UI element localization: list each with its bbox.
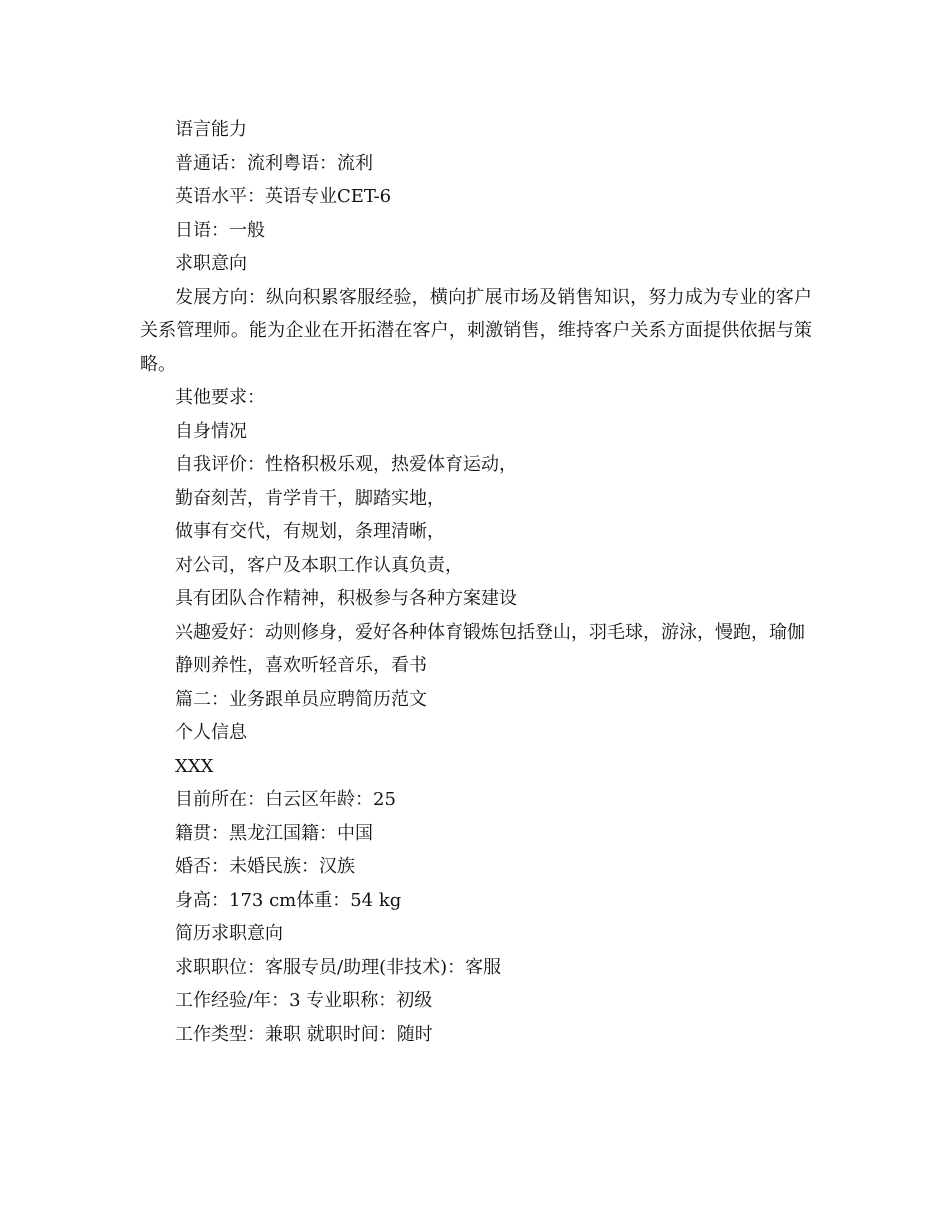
text-organized: 做事有交代，有规划，条理清晰， (175, 521, 445, 542)
paragraph-development-direction: 发展方向：纵向积累客服经验，横向扩展市场及销售知识，努力成为专业的客户 关系管理师。能为企业在开拓潜在客户，刺激销售，维持客户关系方面提供依据与策 略。 (140, 286, 812, 375)
heading-resume-job-intention: 简历求职意向 (175, 923, 283, 944)
text-work-type-start: 工作类型：兼职 就职时间：随时 (175, 1023, 433, 1045)
text-quiet-hobbies: 静则养性，喜欢听轻音乐，看书 (175, 655, 427, 676)
text-height-weight: 身高：173 cm体重：54 kg (175, 889, 402, 911)
text-location-age: 目前所在：白云区年龄：25 (175, 789, 396, 810)
text-mandarin-cantonese: 普通话：流利粤语：流利 (175, 152, 373, 174)
heading-language-ability: 语言能力 (175, 119, 247, 140)
heading-personal-info: 个人信息 (175, 722, 247, 743)
text-diligent: 勤奋刻苦，肯学肯干，脚踏实地， (175, 487, 445, 509)
text-origin-nationality: 籍贯：黑龙江国籍：中国 (175, 822, 373, 844)
heading-job-intention: 求职意向 (175, 253, 247, 274)
paragraph-hobbies: 兴趣爱好：动则修身，爱好各种体育锻炼包括登山，羽毛球，游泳，慢跑，瑜伽 (175, 621, 805, 643)
text-self-evaluation: 自我评价：性格积极乐观，热爱体育运动， (175, 454, 517, 475)
text-responsible: 对公司，客户及本职工作认真负责， (175, 554, 463, 576)
text-english-level: 英语水平：英语专业CET-6 (175, 186, 392, 207)
text-desired-position: 求职职位：客服专员/助理(非技术)：客服 (175, 956, 502, 978)
text-experience-title: 工作经验/年：3 专业职称：初级 (175, 990, 433, 1011)
text-name: XXX (175, 755, 214, 777)
text-japanese: 日语：一般 (175, 219, 265, 241)
text-marital-ethnicity: 婚否：未婚民族：汉族 (175, 856, 355, 877)
text-other-requirements: 其他要求： (175, 387, 265, 408)
heading-self-situation: 自身情况 (175, 420, 247, 442)
heading-part-two: 篇二：业务跟单员应聘简历范文 (175, 688, 427, 710)
text-teamwork: 具有团队合作精神，积极参与各种方案建设 (175, 588, 517, 609)
document-body (140, 113, 820, 1051)
